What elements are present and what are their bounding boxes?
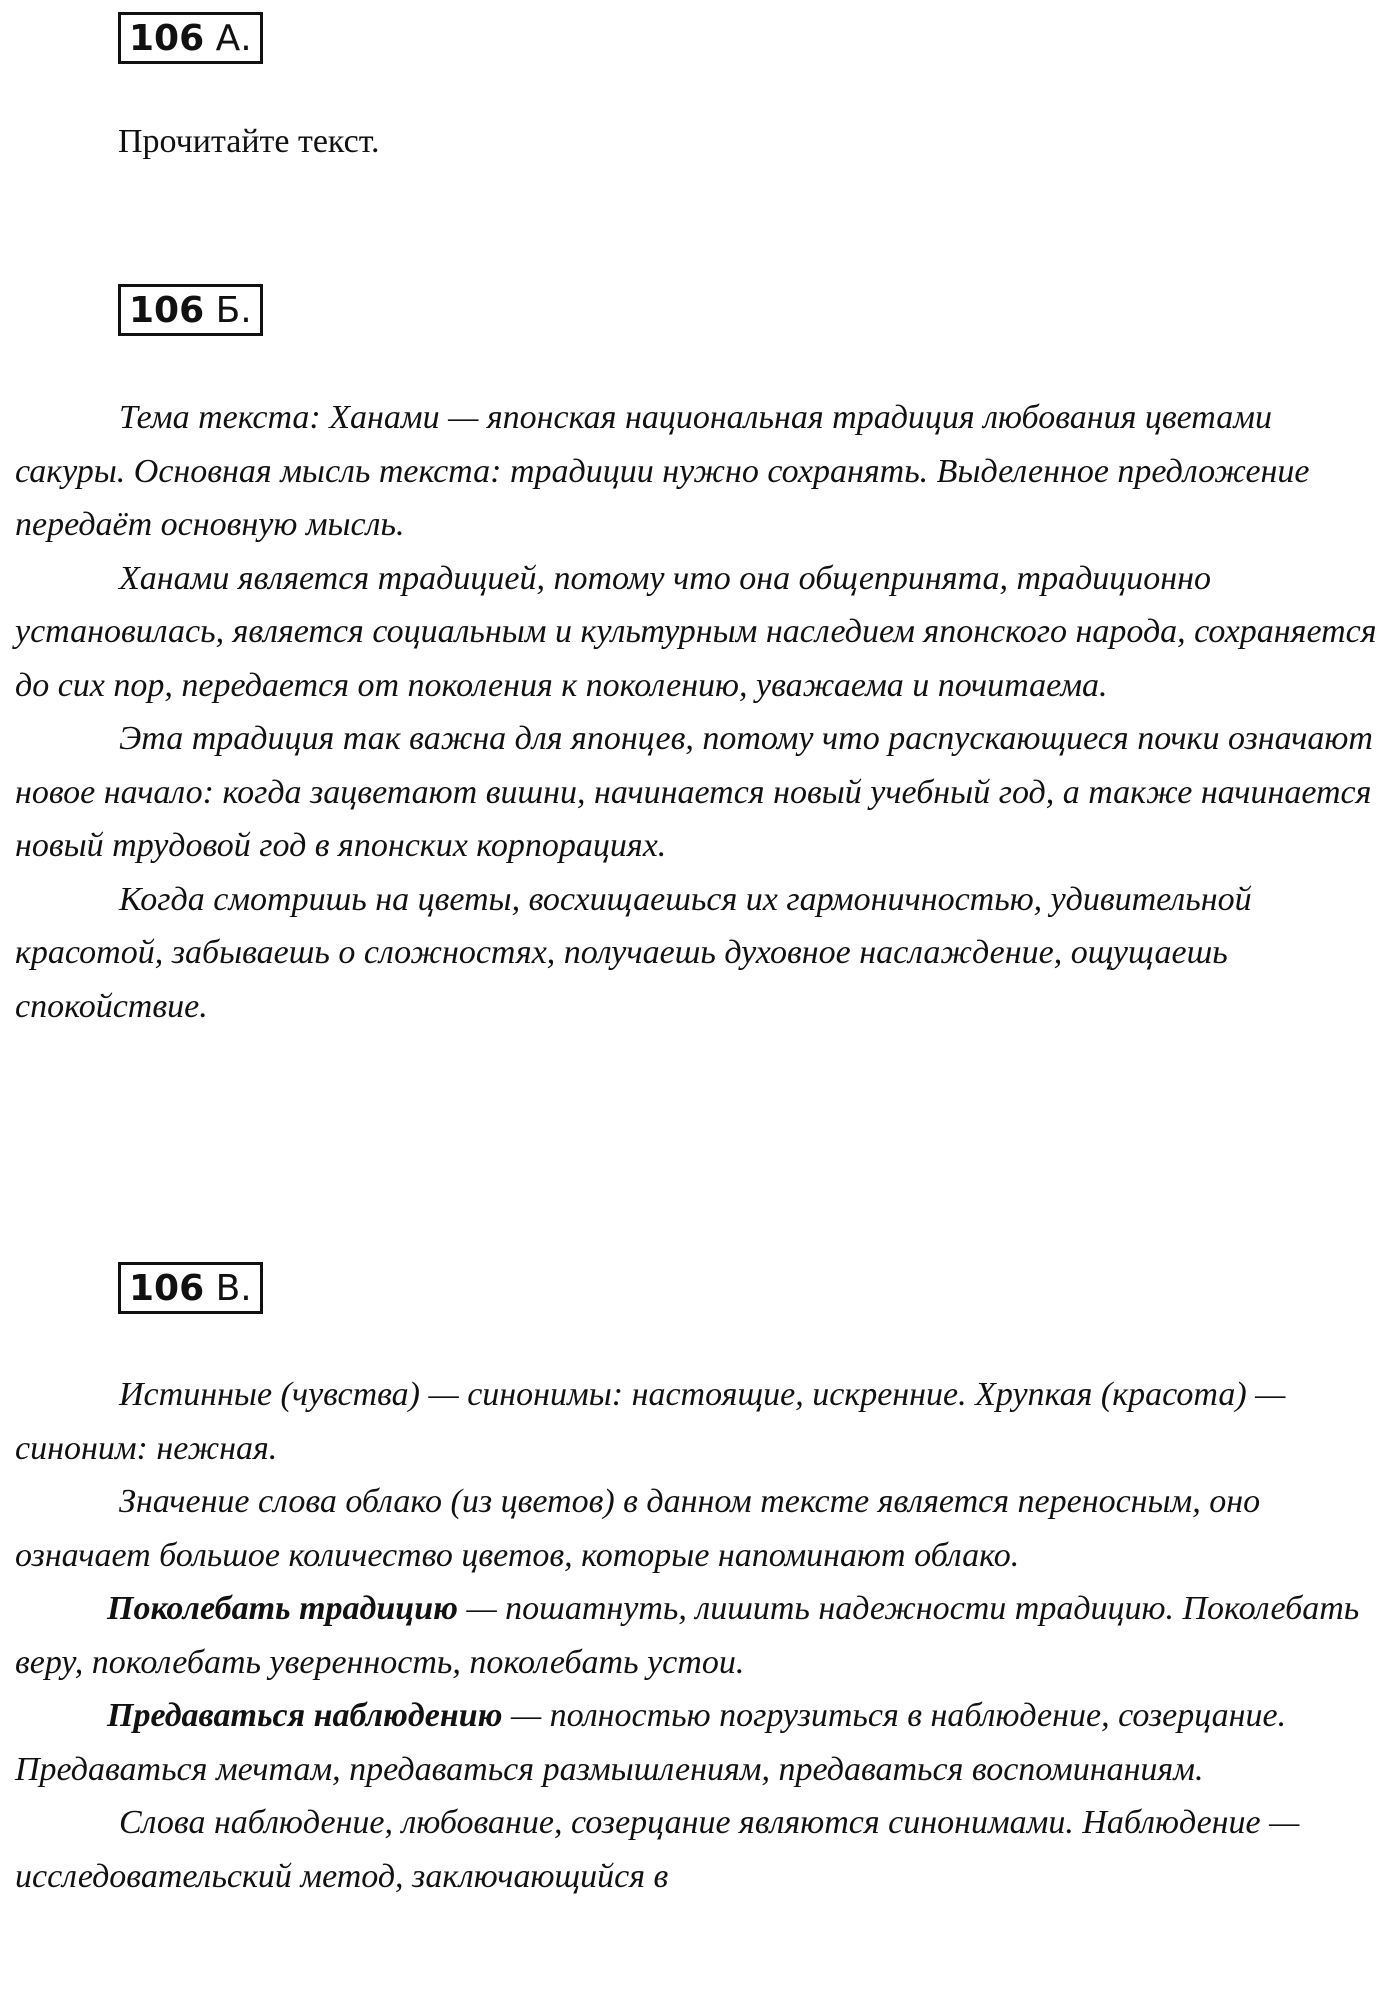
section-label-106a (118, 12, 263, 64)
section-number: 106 (129, 18, 205, 59)
paragraph (15, 1582, 1390, 1689)
paragraph: Тема текста: Ханами — японская национальная традиция любования цветами сакуры. Основная мысль текста: традиции нужно сохранять. Выделенное предложение передаёт основную мысль. (15, 399, 1310, 543)
paragraph: Когда смотришь на цветы, восхищаешься их гармоничностью, удивительной красотой, забываешь о сложностях, получаешь духовное наслаждение, ощущаешь спокойствие. (15, 880, 1252, 1025)
term-bold: Поколебать традицию (107, 1590, 458, 1627)
section-letter: В. (215, 1268, 252, 1309)
section-number: 106 (129, 1268, 205, 1309)
section-letter: А. (215, 18, 252, 59)
term-definition: — пошатнуть, лишить надежности традицию. Поколебать веру, поколебать уверенность, поколебать устои. (15, 1590, 1360, 1681)
section-number: 106 (129, 290, 205, 331)
section-b-text (15, 391, 1390, 1033)
term-bold: Предаваться наблюдению (107, 1697, 503, 1734)
paragraph: Значение слова облако (из цветов) в данном тексте является переносным, оно означает большое количество цветов, которые напоминают облако. (15, 1483, 1261, 1574)
instruction-text: Прочитайте текст. (118, 123, 380, 160)
paragraph: Эта традиция так важна для японцев, потому что распускающиеся почки означают новое начало: когда зацветают вишни, начинается новый учебный год, а также начинается новый трудовой год в японских корпорациях. (15, 720, 1373, 864)
paragraph: Ханами является традицией, потому что она общепринята, традиционно установилась, является социальным и культурным наследием японского народа, сохраняется до сих пор, передается от поколения к поколению, уважаема и почитаема. (15, 559, 1377, 704)
section-c-text (15, 1368, 1390, 1903)
paragraph: Слова наблюдение, любование, созерцание являются синонимами. Наблюдение — исследовательский метод, заключающийся в (15, 1804, 1300, 1895)
paragraph: Истинные (чувства) — синонимы: настоящие, искренние. Хрупкая (красота) — синоним: нежная. (15, 1376, 1286, 1467)
section-letter: Б. (215, 290, 252, 331)
section-label-106v (118, 1262, 263, 1314)
section-label-106b (118, 284, 263, 336)
paragraph (15, 1689, 1390, 1796)
term-definition: — полностью погрузиться в наблюдение, созерцание. Предаваться мечтам, предаваться размышлениям, предаваться воспоминаниям. (15, 1697, 1287, 1788)
